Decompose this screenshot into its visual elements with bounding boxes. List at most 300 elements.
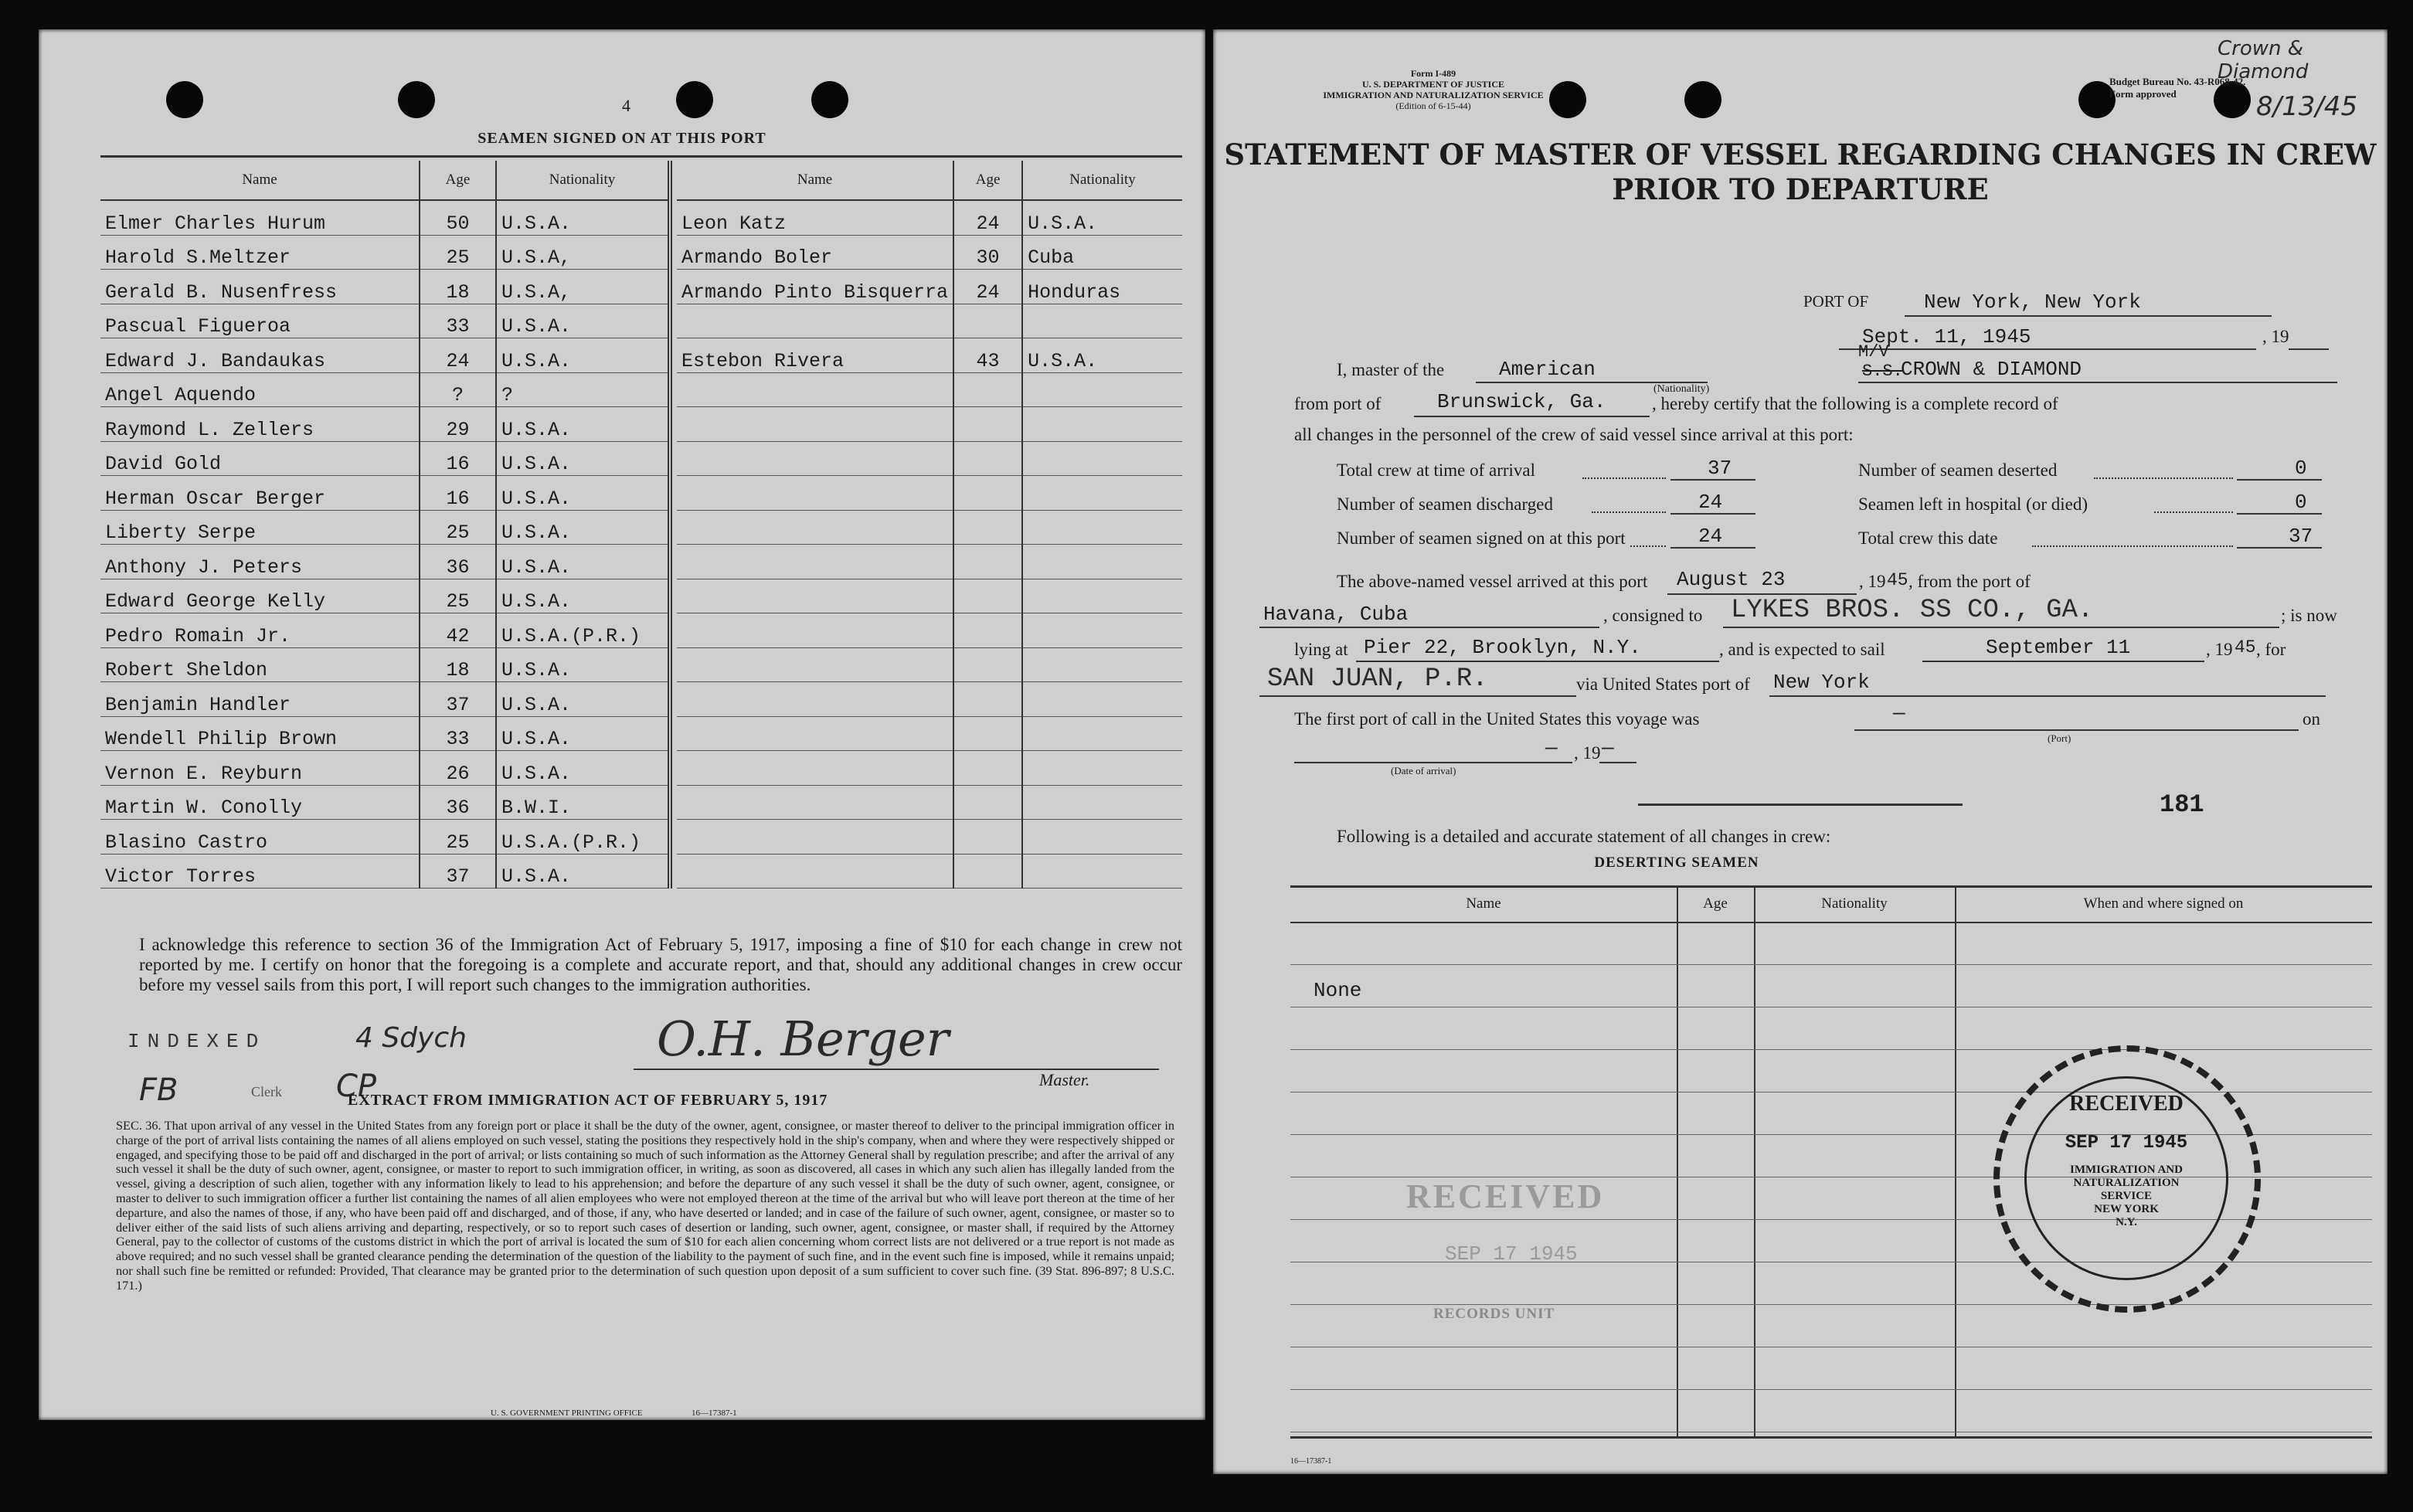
- table-row: [677, 579, 1182, 613]
- table-row: [100, 820, 670, 855]
- cell-name: Edward J. Bandaukas: [100, 338, 420, 373]
- cell-nationality: U.S.A.: [1022, 338, 1182, 373]
- port-of-label: PORT OF: [1803, 292, 1869, 311]
- destination-line: [1259, 695, 1576, 697]
- punch-hole: [398, 81, 435, 118]
- cell-age: 50: [420, 200, 496, 235]
- port-of-value: New York, New York: [1924, 291, 2141, 314]
- cell-name: [677, 647, 953, 682]
- table-row: [100, 338, 670, 373]
- cell-name: Elmer Charles Hurum: [100, 200, 420, 235]
- round-stamp-date: SEP 17 1945: [2065, 1133, 2188, 1154]
- certify-text-2: all changes in the personnel of the crew of said vessel since arrival at this port:: [1294, 425, 1854, 444]
- cell-name: Armando Boler: [677, 235, 953, 270]
- col-divider: [1677, 888, 1678, 1436]
- cell-age: [953, 441, 1022, 476]
- cell-age: 36: [420, 545, 496, 579]
- first-port-value: —: [1893, 702, 1905, 725]
- cell-nationality: ?: [496, 372, 670, 407]
- sail-date: September 11: [1986, 636, 2131, 659]
- dot-leader: [2094, 477, 2233, 479]
- table-row: [100, 579, 670, 613]
- cell-nationality: U.S.A.: [1022, 200, 1182, 235]
- cell-name: Leon Katz: [677, 200, 953, 235]
- total-arrival-value: 37: [1708, 457, 1732, 480]
- destination: SAN JUAN, P.R.: [1267, 664, 1488, 694]
- round-stamp-line: NEW YORK: [2094, 1203, 2159, 1215]
- budget-number: Budget Bureau No. 43-R068-42.: [2109, 76, 2246, 87]
- cell-age: [953, 510, 1022, 545]
- table-row: [677, 441, 1182, 476]
- form-approved: Form approved: [2109, 88, 2177, 100]
- col-divider: [1955, 888, 1956, 1436]
- nationality-caption: (Nationality): [1653, 383, 1710, 395]
- deserted-line: [2237, 479, 2322, 481]
- lying-at-label: lying at: [1294, 640, 1348, 659]
- table-row: [677, 304, 1182, 338]
- cell-age: [953, 304, 1022, 338]
- cell-age: 24: [420, 338, 496, 373]
- cell-name: Estebon Rivera: [677, 338, 953, 373]
- cell-nationality: U.S.A.: [496, 476, 670, 511]
- cell-age: 18: [420, 270, 496, 304]
- cell-nationality: [1022, 820, 1182, 855]
- cell-nationality: [1022, 304, 1182, 338]
- cell-name: David Gold: [100, 441, 420, 476]
- cell-age: [953, 716, 1022, 751]
- table-row: [677, 510, 1182, 545]
- cell-nationality: U.S.A.: [496, 510, 670, 545]
- form-title-line1: STATEMENT OF MASTER OF VESSEL REGARDING CHANGES IN CREW: [1224, 138, 2377, 172]
- master-signature: O.H. Berger: [657, 1011, 950, 1067]
- cell-nationality: [1022, 682, 1182, 717]
- table-row: [677, 647, 1182, 682]
- total-date-label: Total crew this date: [1858, 528, 1998, 548]
- cell-nationality: Cuba: [1022, 235, 1182, 270]
- vessel-struck: S.S.: [1862, 362, 1903, 381]
- round-stamp-line: SERVICE: [2100, 1190, 2153, 1202]
- table-row: [100, 545, 670, 579]
- first-date-year: —: [1602, 736, 1614, 759]
- punch-hole: [1684, 81, 1721, 118]
- cell-age: [953, 751, 1022, 786]
- table-top-rule: [100, 155, 1182, 158]
- round-stamp-line: N.Y.: [2116, 1216, 2137, 1228]
- signed-on-value: 24: [1698, 525, 1723, 548]
- cell-age: 36: [420, 785, 496, 820]
- cell-name: [677, 682, 953, 717]
- cell-age: 42: [420, 613, 496, 648]
- hospital-line: [2237, 513, 2322, 515]
- col-age: Age: [1703, 895, 1728, 912]
- date-value: Sept. 11, 1945: [1862, 325, 2031, 348]
- cell-name: Edward George Kelly: [100, 579, 420, 613]
- table-row: [100, 304, 670, 338]
- cell-age: [953, 407, 1022, 442]
- form-number: Form I-489: [1410, 68, 1456, 79]
- cell-nationality: U.S.A.: [496, 716, 670, 751]
- cell-age: [953, 476, 1022, 511]
- clerk-label: Clerk: [251, 1084, 282, 1099]
- port-caption: (Port): [2048, 732, 2071, 744]
- dot-leader: [1582, 477, 1666, 479]
- cell-age: 25: [420, 579, 496, 613]
- cell-age: 43: [953, 338, 1022, 373]
- discharged-label: Number of seamen discharged: [1337, 494, 1553, 514]
- cell-name: Martin W. Conolly: [100, 785, 420, 820]
- cell-age: [953, 682, 1022, 717]
- printing-code: 16—17387-1: [692, 1408, 737, 1418]
- left-page: [39, 29, 1205, 1420]
- cell-age: [953, 613, 1022, 648]
- cell-age: [953, 785, 1022, 820]
- service: IMMIGRATION AND NATURALIZATION SERVICE: [1323, 90, 1544, 100]
- hospital-value: 0: [2295, 491, 2307, 514]
- cell-age: 16: [420, 476, 496, 511]
- col-age: Age: [420, 161, 496, 200]
- acknowledgment-text: I acknowledge this reference to section 36 of the Immigration Act of February 5, 1917, imposing a fine of $10 for each change in crew not reported by me. I certify on honor that the foregoing is a complete and accurate report, and that, should any additional changes in crew occur before my vessel sails from this port, I will report such changes to the immigration authorities.: [139, 935, 1182, 994]
- cell-nationality: U.S.A.: [496, 647, 670, 682]
- from-port-label: from port of: [1294, 394, 1382, 413]
- arrived-label: The above-named vessel arrived at this port: [1337, 572, 1648, 591]
- cell-nationality: [1022, 407, 1182, 442]
- table-row: [100, 854, 670, 889]
- round-stamp-line: NATURALIZATION: [2073, 1177, 2180, 1189]
- form-code: 16—17387-1: [1290, 1457, 1332, 1466]
- cell-nationality: U.S.A.: [496, 854, 670, 889]
- cell-name: [677, 441, 953, 476]
- table-row: [677, 372, 1182, 407]
- clerk-handwriting: CP: [336, 1069, 377, 1104]
- consigned-label: , consigned to: [1603, 606, 1703, 625]
- punch-hole: [166, 81, 203, 118]
- table-row: [677, 407, 1182, 442]
- cell-age: [953, 372, 1022, 407]
- date-arrival-caption: (Date of arrival): [1391, 765, 1456, 776]
- cell-nationality: [1022, 716, 1182, 751]
- table-row: [677, 854, 1182, 889]
- row-rule: [1290, 1389, 2372, 1390]
- col-name: Name: [677, 161, 953, 200]
- cell-nationality: [1022, 613, 1182, 648]
- form-header: [1279, 68, 1588, 111]
- cell-nationality: U.S.A.: [496, 338, 670, 373]
- table-row: [677, 613, 1182, 648]
- cell-name: Victor Torres: [100, 854, 420, 889]
- cell-nationality: [1022, 545, 1182, 579]
- cell-name: [677, 407, 953, 442]
- row-rule: [1290, 1304, 2372, 1305]
- cell-name: [677, 820, 953, 855]
- date-line: [1839, 348, 2256, 350]
- table-row: [100, 613, 670, 648]
- first-date-year-line: [1599, 762, 1636, 763]
- corner-date-handwriting: 8/13/45: [2256, 91, 2358, 122]
- on-label: on: [2303, 709, 2320, 729]
- row-rule: [1290, 1049, 2372, 1050]
- cell-name: Robert Sheldon: [100, 647, 420, 682]
- records-unit: RECORDS UNIT: [1433, 1306, 1555, 1322]
- table-row: [677, 338, 1182, 373]
- cell-nationality: U.S.A.: [496, 441, 670, 476]
- table-row: [100, 751, 670, 786]
- cell-nationality: [1022, 372, 1182, 407]
- dot-leader: [2032, 545, 2233, 547]
- table-row: [100, 716, 670, 751]
- lying-at-line: [1356, 661, 1719, 662]
- col-nationality: Nationality: [1022, 161, 1182, 200]
- cell-age: 37: [420, 854, 496, 889]
- cell-age: 30: [953, 235, 1022, 270]
- department: U. S. DEPARTMENT OF JUSTICE: [1361, 79, 1505, 90]
- dot-leader: [1630, 545, 1666, 547]
- cell-nationality: [1022, 785, 1182, 820]
- table-row: [100, 270, 670, 304]
- cell-nationality: [1022, 579, 1182, 613]
- indexed-stamp: INDEXED: [127, 1030, 267, 1053]
- table-row: [100, 647, 670, 682]
- cell-nationality: [1022, 647, 1182, 682]
- cell-age: 25: [420, 510, 496, 545]
- certify-text: , hereby certify that the following is a complete record of: [1652, 394, 2058, 413]
- received-date: SEP 17 1945: [1445, 1242, 1578, 1266]
- deserted-label: Number of seamen deserted: [1858, 460, 2058, 480]
- cell-age: 25: [420, 820, 496, 855]
- for-label: , for: [2256, 640, 2286, 659]
- col-nationality: Nationality: [496, 161, 670, 200]
- cell-nationality: B.W.I.: [496, 785, 670, 820]
- cell-name: Pascual Figueroa: [100, 304, 420, 338]
- cell-nationality: U.S.A.(P.R.): [496, 820, 670, 855]
- cell-age: [953, 820, 1022, 855]
- first-date-value: —: [1545, 736, 1558, 759]
- vessel-prefix: M/V: [1858, 342, 1889, 362]
- cell-name: Angel Aquendo: [100, 372, 420, 407]
- table-row: [100, 200, 670, 235]
- date-year-line: [2289, 348, 2329, 350]
- cell-name: [677, 476, 953, 511]
- previous-port-line: [1259, 627, 1599, 628]
- table-row: [677, 200, 1182, 235]
- crew-table-left: [100, 161, 672, 889]
- cell-name: Vernon E. Reyburn: [100, 751, 420, 786]
- cell-nationality: [1022, 476, 1182, 511]
- round-stamp-text: [2024, 1164, 2228, 1229]
- printing-office: U. S. GOVERNMENT PRINTING OFFICE: [491, 1408, 643, 1418]
- punch-hole: [676, 81, 713, 118]
- deserting-title: DESERTING SEAMEN: [1594, 855, 1759, 871]
- received-stamp: RECEIVED: [1406, 1177, 1605, 1215]
- cell-age: 18: [420, 647, 496, 682]
- cell-name: [677, 510, 953, 545]
- cell-nationality: U.S.A.: [496, 200, 670, 235]
- cell-name: Harold S.Meltzer: [100, 235, 420, 270]
- form-title-line2: PRIOR TO DEPARTURE: [1612, 172, 1989, 206]
- table-row: [100, 785, 670, 820]
- cell-age: 33: [420, 304, 496, 338]
- total-arrival-label: Total crew at time of arrival: [1337, 460, 1536, 480]
- cell-name: Blasino Castro: [100, 820, 420, 855]
- cell-nationality: U.S.A.: [496, 304, 670, 338]
- col-divider: [1754, 888, 1755, 1436]
- cell-age: 26: [420, 751, 496, 786]
- table-row: [100, 407, 670, 442]
- cell-age: 25: [420, 235, 496, 270]
- cell-name: Anthony J. Peters: [100, 545, 420, 579]
- crew-table-right: [677, 161, 1182, 889]
- cell-nationality: U.S.A.: [496, 682, 670, 717]
- cell-name: [677, 372, 953, 407]
- deserting-entry: None: [1314, 979, 1362, 1002]
- arrived-date: August 23: [1677, 568, 1786, 591]
- via-label: via United States port of: [1576, 674, 1750, 694]
- first-date-suffix: , 19: [1574, 743, 1601, 763]
- dot-leader: [1592, 511, 1666, 513]
- master-label: Master.: [1039, 1070, 1090, 1089]
- cell-age: [953, 854, 1022, 889]
- cell-age: 37: [420, 682, 496, 717]
- cell-age: 24: [953, 270, 1022, 304]
- cell-nationality: [1022, 510, 1182, 545]
- arrived-year-prefix: , 19: [1859, 572, 1886, 591]
- lying-at: Pier 22, Brooklyn, N.Y.: [1364, 636, 1641, 659]
- cell-name: Armando Pinto Bisquerra: [677, 270, 953, 304]
- consignee: LYKES BROS. SS CO., GA.: [1731, 596, 2094, 625]
- hospital-label: Seamen left in hospital (or died): [1858, 494, 2088, 514]
- round-stamp-title: RECEIVED: [2069, 1092, 2184, 1116]
- vessel-name: CROWN & DIAMOND: [1901, 358, 2082, 381]
- port-of-line: [1905, 315, 2272, 317]
- table-row: [100, 441, 670, 476]
- clerk-initials: FB: [139, 1072, 178, 1108]
- table-row: [100, 235, 670, 270]
- table-row: [677, 785, 1182, 820]
- cell-name: Liberty Serpe: [100, 510, 420, 545]
- from-port-line: [1414, 416, 1650, 417]
- table-row: [100, 372, 670, 407]
- cell-name: Wendell Philip Brown: [100, 716, 420, 751]
- from-port-of-text: , from the port of: [1908, 572, 2031, 591]
- page-mark: 181: [2160, 790, 2204, 819]
- corner-handwriting: Crown & Diamond: [2218, 37, 2309, 83]
- section-title: SEAMEN SIGNED ON AT THIS PORT: [478, 130, 766, 147]
- indexed-handwriting: 4 Sdych: [355, 1022, 467, 1054]
- cell-name: [677, 785, 953, 820]
- sail-line: [1922, 661, 2204, 662]
- cell-name: [677, 545, 953, 579]
- cell-name: [677, 579, 953, 613]
- cell-name: Raymond L. Zellers: [100, 407, 420, 442]
- cell-name: [677, 751, 953, 786]
- punch-hole: [811, 81, 848, 118]
- table-row: [677, 235, 1182, 270]
- sail-label: , and is expected to sail: [1719, 640, 1885, 659]
- row-rule: [1290, 964, 2372, 965]
- table-row: [100, 510, 670, 545]
- cell-nationality: [1022, 751, 1182, 786]
- right-page: [1213, 29, 2388, 1474]
- cell-age: 33: [420, 716, 496, 751]
- col-name: Name: [1466, 895, 1501, 912]
- first-port-line: [1854, 729, 2299, 731]
- cell-nationality: [1022, 441, 1182, 476]
- cell-age: [953, 545, 1022, 579]
- first-date-line: [1294, 762, 1572, 763]
- round-stamp-line: IMMIGRATION AND: [2070, 1164, 2183, 1176]
- cell-nationality: [1022, 854, 1182, 889]
- cell-name: Herman Oscar Berger: [100, 476, 420, 511]
- table-row: [100, 682, 670, 717]
- cell-age: 29: [420, 407, 496, 442]
- first-port-label: The first port of call in the United States this voyage was: [1294, 709, 1700, 729]
- master-of-label: I, master of the: [1337, 360, 1445, 379]
- sail-year: 45: [2235, 637, 2256, 657]
- date-suffix: , 19: [2262, 327, 2289, 346]
- col-nationality: Nationality: [1821, 895, 1888, 912]
- cell-nationality: U.S.A.(P.R.): [496, 613, 670, 648]
- sail-year-prefix: , 19: [2206, 640, 2233, 659]
- cell-nationality: Honduras: [1022, 270, 1182, 304]
- cell-age: 16: [420, 441, 496, 476]
- vessel-line: [1858, 382, 2337, 383]
- from-port-value: Brunswick, Ga.: [1437, 390, 1606, 413]
- cell-nationality: U.S.A.: [496, 545, 670, 579]
- edition: (Edition of 6-15-44): [1395, 100, 1471, 111]
- col-signed-on: When and where signed on: [2083, 895, 2244, 912]
- cell-name: Gerald B. Nusenfress: [100, 270, 420, 304]
- discharged-value: 24: [1698, 491, 1723, 514]
- table-row: [677, 682, 1182, 717]
- cell-name: [677, 854, 953, 889]
- cell-age: ?: [420, 372, 496, 407]
- signed-on-label: Number of seamen signed on at this port: [1337, 528, 1626, 548]
- cell-nationality: U.S.A,: [496, 270, 670, 304]
- dot-leader: [2154, 511, 2233, 513]
- table-row: [677, 545, 1182, 579]
- is-now-text: ; is now: [2281, 606, 2337, 625]
- table-row: [677, 716, 1182, 751]
- cell-age: [953, 647, 1022, 682]
- table-row: [677, 476, 1182, 511]
- table-row: [677, 270, 1182, 304]
- arrived-year: 45: [1887, 570, 1908, 590]
- cell-name: Benjamin Handler: [100, 682, 420, 717]
- cell-age: 24: [953, 200, 1022, 235]
- table-row: [100, 476, 670, 511]
- col-age: Age: [953, 161, 1022, 200]
- cell-nationality: U.S.A.: [496, 579, 670, 613]
- section-36-text: SEC. 36. That upon arrival of any vessel in the United States from any foreign port or place it shall be the duty of the owner, agent, consignee, or master thereof to deliver to the principal immigration officer in charge of the port of arrival lists containing the names of all aliens employed on such vessel, stating the positions they respectively hold in the ship's company, when and where they were respectively shipped or engaged, and specifying those to be paid off and discharged in the port of arrival; or lists containing so much of such information as the Attorney General shall by regulation prescribe; and after the arrival of any such vessel it shall be the duty of such owner, agent, consignee, or master to report to such immigration officer, in writing, as soon as discovered, all cases in which any such alien has illegally landed from the vessel, giving a description of such alien, together with any information likely to lead to his apprehension; and before the departure of any such vessel it shall be the duty of such owner, agent, consignee, or master to deliver to such immigration officer a further list containing the names of all alien employees who were not employed thereon at the time of the arrival but who will leave port thereon at the time of her departure, and also the names of those, if any, who have been paid off and discharged, and of those, if any, who have deserted or landed; and in case of the failure of such owner, agent, consignee, or master so to deliver either of the said lists of such aliens arriving and departing, respectively, or so to report such cases of desertion or landing, such owner, agent, consignee, or master shall, if required by the Attorney General, pay to the collector of customs of the customs district in which the port of arrival is located the sum of $10 for each alien concerning whom correct lists are not delivered or a true report is not made as above required; and no such vessel shall be granted clearance pending the determination of the question of the liability to the payment of such fine, and in the event such fine is imposed, while it remains unpaid; nor shall such fine be remitted or refunded: Provided, That clearance may be granted prior to the determination of such question upon deposit of a sum sufficient to cover such fine. (39 Stat. 896-897; 8 U.S.C. 171.): [116, 1118, 1174, 1293]
- arrived-line: [1667, 593, 1857, 595]
- following-text: Following is a detailed and accurate statement of all changes in crew:: [1337, 827, 1831, 846]
- extract-title: EXTRACT FROM IMMIGRATION ACT OF FEBRUARY 5, 1917: [348, 1092, 828, 1109]
- nationality-value: American: [1499, 358, 1596, 381]
- cell-name: [677, 716, 953, 751]
- previous-port: Havana, Cuba: [1263, 603, 1409, 626]
- cell-name: Pedro Romain Jr.: [100, 613, 420, 648]
- cell-nationality: U.S.A.: [496, 407, 670, 442]
- via-line: [1769, 695, 2326, 697]
- deserted-value: 0: [2295, 457, 2307, 480]
- total-date-value: 37: [2289, 525, 2313, 548]
- via-port: New York: [1773, 671, 1870, 694]
- col-name: Name: [100, 161, 420, 200]
- table-row: [677, 751, 1182, 786]
- cell-age: [953, 579, 1022, 613]
- page-number: 4: [622, 96, 630, 115]
- consignee-line: [1723, 627, 2279, 628]
- cell-nationality: U.S.A,: [496, 235, 670, 270]
